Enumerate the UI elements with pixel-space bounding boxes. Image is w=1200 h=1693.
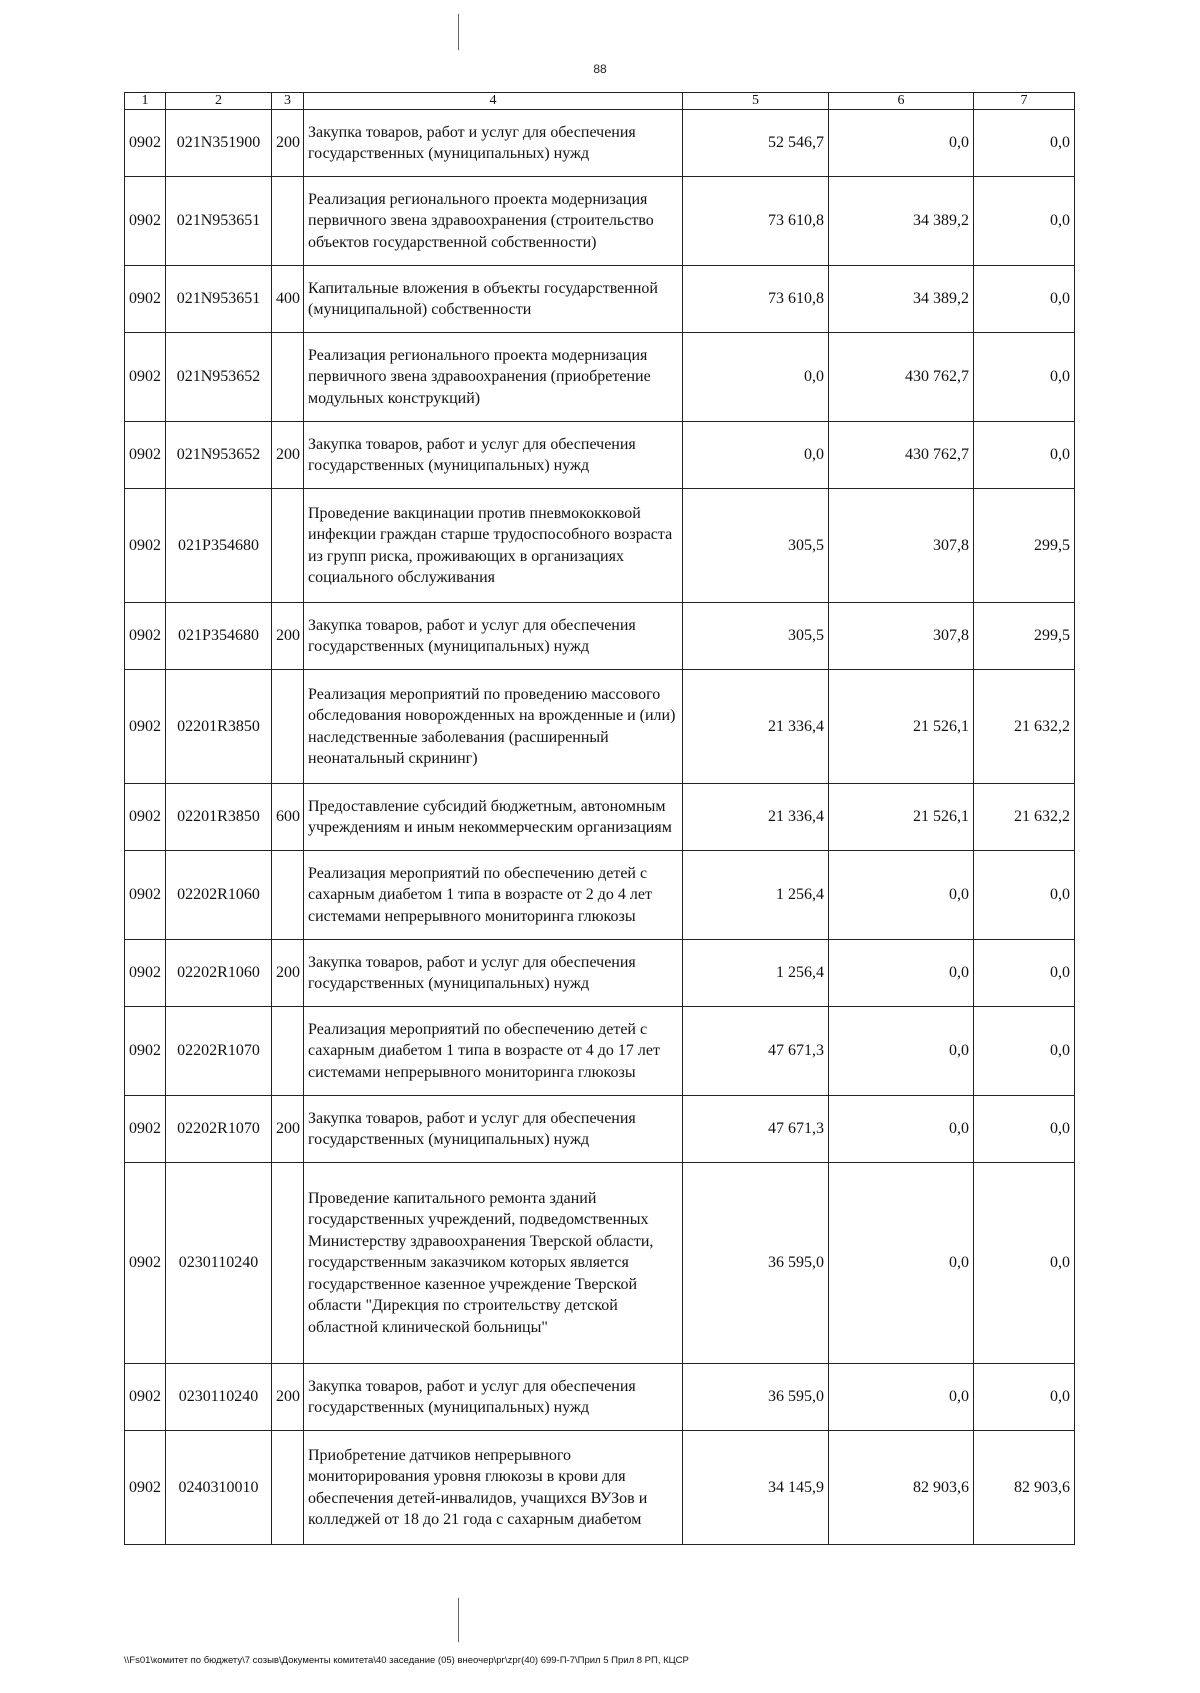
amount-col6: 21 526,1 <box>829 670 974 784</box>
expense-type: 200 <box>272 1364 304 1431</box>
amount-col6: 0,0 <box>829 940 974 1007</box>
table-row <box>125 110 1075 177</box>
amount-col7: 0,0 <box>974 266 1075 333</box>
target-code: 02201R3850 <box>166 784 272 851</box>
expense-type: 200 <box>272 110 304 177</box>
amount-col6: 0,0 <box>829 851 974 940</box>
item-name: Реализация регионального проекта модернизация первичного звена здравоохранения (приобретение модульных конструкций) <box>304 333 683 422</box>
amount-col5: 21 336,4 <box>683 670 829 784</box>
amount-col6: 21 526,1 <box>829 784 974 851</box>
amount-col7: 0,0 <box>974 940 1075 1007</box>
section-code: 0902 <box>125 784 166 851</box>
expense-type <box>272 333 304 422</box>
amount-col6: 307,8 <box>829 603 974 670</box>
item-name: Закупка товаров, работ и услуг для обеспечения государственных (муниципальных) нужд <box>304 1364 683 1431</box>
target-code: 02202R1070 <box>166 1007 272 1096</box>
item-name: Закупка товаров, работ и услуг для обеспечения государственных (муниципальных) нужд <box>304 1096 683 1163</box>
expense-type: 200 <box>272 603 304 670</box>
amount-col5: 73 610,8 <box>683 177 829 266</box>
expense-type <box>272 489 304 603</box>
expense-type <box>272 670 304 784</box>
amount-col6: 34 389,2 <box>829 266 974 333</box>
target-code: 021N953652 <box>166 422 272 489</box>
table-row <box>125 670 1075 784</box>
section-code: 0902 <box>125 110 166 177</box>
target-code: 021N953652 <box>166 333 272 422</box>
target-code: 02202R1060 <box>166 851 272 940</box>
amount-col6: 82 903,6 <box>829 1431 974 1545</box>
target-code: 02202R1070 <box>166 1096 272 1163</box>
amount-col5: 47 671,3 <box>683 1096 829 1163</box>
amount-col7: 82 903,6 <box>974 1431 1075 1545</box>
amount-col7: 0,0 <box>974 851 1075 940</box>
item-name: Реализация мероприятий по обеспечению детей с сахарным диабетом 1 типа в возрасте от 4 до 17 лет системами непрерывного мониторинга глюкозы <box>304 1007 683 1096</box>
amount-col6: 0,0 <box>829 1007 974 1096</box>
amount-col5: 1 256,4 <box>683 940 829 1007</box>
target-code: 0240310010 <box>166 1431 272 1545</box>
amount-col7: 299,5 <box>974 489 1075 603</box>
amount-col6: 430 762,7 <box>829 333 974 422</box>
target-code: 021N953651 <box>166 177 272 266</box>
table-row <box>125 1007 1075 1096</box>
amount-col5: 34 145,9 <box>683 1431 829 1545</box>
amount-col7: 299,5 <box>974 603 1075 670</box>
amount-col7: 21 632,2 <box>974 670 1075 784</box>
amount-col7: 0,0 <box>974 1096 1075 1163</box>
amount-col7: 0,0 <box>974 1163 1075 1364</box>
amount-col5: 36 595,0 <box>683 1364 829 1431</box>
section-code: 0902 <box>125 670 166 784</box>
item-name: Капитальные вложения в объекты государственной (муниципальной) собственности <box>304 266 683 333</box>
expense-type <box>272 177 304 266</box>
amount-col6: 34 389,2 <box>829 177 974 266</box>
amount-col7: 0,0 <box>974 110 1075 177</box>
item-name: Предоставление субсидий бюджетным, автономным учреждениям и иным некоммерческим организациям <box>304 784 683 851</box>
section-code: 0902 <box>125 1096 166 1163</box>
section-code: 0902 <box>125 851 166 940</box>
target-code: 02202R1060 <box>166 940 272 1007</box>
amount-col7: 0,0 <box>974 1364 1075 1431</box>
section-code: 0902 <box>125 940 166 1007</box>
amount-col7: 21 632,2 <box>974 784 1075 851</box>
section-code: 0902 <box>125 177 166 266</box>
section-code: 0902 <box>125 1007 166 1096</box>
expense-type: 200 <box>272 940 304 1007</box>
item-name: Приобретение датчиков непрерывного мониторирования уровня глюкозы в крови для обеспечения детей-инвалидов, учащихся ВУЗов и колледжей от 18 до 21 года с сахарным диабетом <box>304 1431 683 1545</box>
header-col-4: 4 <box>304 93 683 110</box>
table-row <box>125 333 1075 422</box>
section-code: 0902 <box>125 1364 166 1431</box>
expense-type <box>272 851 304 940</box>
amount-col5: 52 546,7 <box>683 110 829 177</box>
amount-col6: 0,0 <box>829 110 974 177</box>
header-col-3: 3 <box>272 93 304 110</box>
amount-col5: 305,5 <box>683 489 829 603</box>
table-row <box>125 489 1075 603</box>
scan-fold-mark-top <box>458 14 459 50</box>
amount-col7: 0,0 <box>974 422 1075 489</box>
amount-col5: 21 336,4 <box>683 784 829 851</box>
header-col-5: 5 <box>683 93 829 110</box>
header-col-1: 1 <box>125 93 166 110</box>
table-row <box>125 1163 1075 1364</box>
table-row <box>125 422 1075 489</box>
item-name: Реализация мероприятий по обеспечению детей с сахарным диабетом 1 типа в возрасте от 2 до 4 лет системами непрерывного мониторинга глюкозы <box>304 851 683 940</box>
item-name: Закупка товаров, работ и услуг для обеспечения государственных (муниципальных) нужд <box>304 603 683 670</box>
section-code: 0902 <box>125 1163 166 1364</box>
amount-col5: 47 671,3 <box>683 1007 829 1096</box>
header-col-6: 6 <box>829 93 974 110</box>
amount-col5: 0,0 <box>683 422 829 489</box>
page-number: 88 <box>593 62 607 76</box>
amount-col5: 0,0 <box>683 333 829 422</box>
target-code: 0230110240 <box>166 1364 272 1431</box>
target-code: 0230110240 <box>166 1163 272 1364</box>
expense-type <box>272 1163 304 1364</box>
target-code: 021P354680 <box>166 489 272 603</box>
section-code: 0902 <box>125 422 166 489</box>
target-code: 02201R3850 <box>166 670 272 784</box>
amount-col6: 0,0 <box>829 1163 974 1364</box>
table-row <box>125 1431 1075 1545</box>
amount-col5: 1 256,4 <box>683 851 829 940</box>
budget-table <box>124 92 1075 1545</box>
item-name: Закупка товаров, работ и услуг для обеспечения государственных (муниципальных) нужд <box>304 940 683 1007</box>
item-name: Закупка товаров, работ и услуг для обеспечения государственных (муниципальных) нужд <box>304 110 683 177</box>
amount-col5: 36 595,0 <box>683 1163 829 1364</box>
table-row <box>125 851 1075 940</box>
header-col-2: 2 <box>166 93 272 110</box>
item-name: Закупка товаров, работ и услуг для обеспечения государственных (муниципальных) нужд <box>304 422 683 489</box>
section-code: 0902 <box>125 333 166 422</box>
table-row <box>125 177 1075 266</box>
item-name: Реализация мероприятий по проведению массового обследования новорожденных на врожденные и (или) наследственные заболевания (расширенный неонатальный скрининг) <box>304 670 683 784</box>
amount-col5: 305,5 <box>683 603 829 670</box>
scan-fold-mark-bottom <box>458 1598 459 1642</box>
item-name: Проведение капитального ремонта зданий государственных учреждений, подведомственных Министерству здравоохранения Тверской области, государственным заказчиком которых является государственное казенное учреждение Тверской области "Дирекция по строительству детской областной клинической больницы" <box>304 1163 683 1364</box>
target-code: 021P354680 <box>166 603 272 670</box>
table-row <box>125 266 1075 333</box>
amount-col6: 0,0 <box>829 1364 974 1431</box>
amount-col5: 73 610,8 <box>683 266 829 333</box>
target-code: 021N351900 <box>166 110 272 177</box>
section-code: 0902 <box>125 266 166 333</box>
table-row <box>125 1364 1075 1431</box>
section-code: 0902 <box>125 603 166 670</box>
item-name: Реализация регионального проекта модернизация первичного звена здравоохранения (строительство объектов государственной собственности) <box>304 177 683 266</box>
expense-type <box>272 1431 304 1545</box>
amount-col7: 0,0 <box>974 177 1075 266</box>
expense-type: 400 <box>272 266 304 333</box>
expense-type <box>272 1007 304 1096</box>
table-row <box>125 784 1075 851</box>
expense-type: 200 <box>272 422 304 489</box>
section-code: 0902 <box>125 489 166 603</box>
amount-col6: 0,0 <box>829 1096 974 1163</box>
expense-type: 200 <box>272 1096 304 1163</box>
amount-col7: 0,0 <box>974 1007 1075 1096</box>
expense-type: 600 <box>272 784 304 851</box>
amount-col6: 430 762,7 <box>829 422 974 489</box>
amount-col7: 0,0 <box>974 333 1075 422</box>
target-code: 021N953651 <box>166 266 272 333</box>
header-col-7: 7 <box>974 93 1075 110</box>
section-code: 0902 <box>125 1431 166 1545</box>
amount-col6: 307,8 <box>829 489 974 603</box>
table-row <box>125 603 1075 670</box>
table-row <box>125 1096 1075 1163</box>
footer-file-path: \\Fs01\комитет по бюджету\7 созыв\Документы комитета\40 заседание (05) внеочер\рг\zрг(40) 699-П-7\Прил 5 Прил 8 РП, КЦСР <box>124 1655 689 1666</box>
item-name: Проведение вакцинации против пневмококковой инфекции граждан старше трудоспособного возраста из групп риска, проживающих в организациях социального обслуживания <box>304 489 683 603</box>
header-row <box>125 93 1075 110</box>
table-row <box>125 940 1075 1007</box>
